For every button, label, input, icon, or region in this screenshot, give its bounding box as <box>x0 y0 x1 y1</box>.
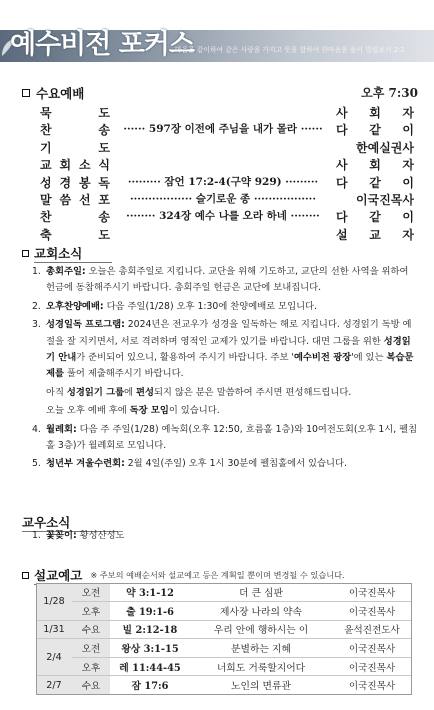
schedule-scripture: 출 19:1-6 <box>126 606 174 618</box>
bulletin-title: 예수비전 포커스 <box>10 29 194 60</box>
bulletin-verse: 마음을 같이하여 같은 사랑을 가지고 뜻을 합하여 한마음을 품어 빌립보서 2:2 <box>175 46 405 54</box>
order-label: 축 도 <box>40 227 110 242</box>
news-item: 4. 월례회: 다음 주 주일(1/28) 예녹회(오후 12:50, 흐름홀 1층)와 10여전도회(오후 1시, 펠침홀 3층)가 월례회로 모입니다. <box>32 423 418 452</box>
order-label: 성 경 봉 독 <box>40 175 110 190</box>
order-row <box>40 139 414 156</box>
schedule-service: 오전 <box>72 639 110 658</box>
order-label: 묵 도 <box>40 106 110 120</box>
news-paragraph: 아직 성경읽기 그룹에 편성되지 않은 분은 말씀하여 주시면 편성해드립니다. <box>46 386 352 398</box>
order-row <box>40 104 414 121</box>
order-label: 찬 송 <box>40 210 110 225</box>
sermon-schedule-table <box>36 583 412 695</box>
schedule-scripture: 잠 17:6 <box>131 681 169 693</box>
order-label: 찬 송 <box>40 123 110 138</box>
members-list <box>32 528 418 546</box>
order-leader: 다 같 이 <box>336 210 414 225</box>
news-item: 3. 성경일독 프로그램: 2024년은 전교우가 성경을 일독하는 해로 지킵니다. 성경읽기 독방 예절을 잘 지키면서, 서로 격려하며 영적인 교제가 있기를 바랍니다. 대면 그룹을 위한 성경읽기 안내가 준비되어 있으니, 활용하여 주시기 바랍니다. 주보 '예수비전 광장'에 있는 복습문제를 풀어 제출해주시기 바랍니다. <box>32 319 414 380</box>
schedule-sermon-title: 제사장 나라의 약속 <box>220 606 302 618</box>
news-list <box>32 264 418 475</box>
worship-heading: 수요예배 <box>22 84 84 102</box>
order-row <box>40 191 414 208</box>
schedule-speaker: 이국진목사 <box>348 681 396 693</box>
order-leader: 설 교 자 <box>336 227 414 242</box>
order-content: ················· 슬기로운 종 ················· <box>130 192 316 205</box>
order-content: ······ 597장 이전에 주님을 내가 몰라 ······ <box>123 123 323 136</box>
schedule-sermon-title: 우리 안에 행하시는 이 <box>213 625 309 637</box>
schedule-date: 1/31 <box>36 620 72 639</box>
schedule-service: 오전 <box>72 583 110 602</box>
worship-time: 오후 7:30 <box>361 86 418 100</box>
order-label: 교 회 소 식 <box>40 158 110 173</box>
header-banner <box>0 0 434 62</box>
schedule-date: 2/7 <box>36 676 72 695</box>
news-item: 5. 청년부 겨울수련회: 2월 4일(주일) 오후 1시 30분에 펠침홀에서 있습니다. <box>32 458 347 470</box>
schedule-scripture: 레 11:44-45 <box>119 662 181 674</box>
schedule-heading: 설교예고 ※ 주보의 예배순서와 설교예고 등은 계획일 뿐이며 변경될 수 있습니다. <box>22 566 345 585</box>
news-item: 1. 총회주일: 오늘은 총회주일로 지킵니다. 교단을 위해 기도하고, 교단의 선한 사역을 위하여 헌금에 동참해주시기 바랍니다. 총회주일 헌금은 교단에 보내집니다. <box>32 266 409 294</box>
order-row <box>40 226 414 243</box>
order-content: ········ 324장 예수 나를 오라 하네 ········ <box>126 210 320 223</box>
schedule-service: 오후 <box>72 602 110 621</box>
schedule-scripture: 왕상 3:1-15 <box>121 644 179 656</box>
schedule-speaker: 이국진목사 <box>348 662 396 674</box>
schedule-service: 수요 <box>72 676 110 695</box>
order-content: ········· 잠언 17:2-4(구약 929) ········· <box>127 175 319 188</box>
schedule-sermon-title: 너희도 거룩할지어다 <box>216 662 306 674</box>
schedule-row <box>36 583 412 602</box>
order-leader: 사 회 자 <box>336 158 414 173</box>
schedule-date: 1/28 <box>36 583 72 620</box>
worship-order <box>40 104 414 243</box>
order-row <box>40 174 414 191</box>
schedule-note: ※ 주보의 예배순서와 설교예고 등은 계획일 뿐이며 변경될 수 있습니다. <box>90 570 345 580</box>
square-bullet-icon <box>22 250 29 257</box>
members-heading: 교우소식 <box>22 513 118 532</box>
schedule-speaker: 이국진목사 <box>348 606 396 618</box>
news-heading: 교회소식 <box>22 244 112 263</box>
schedule-service: 오후 <box>72 657 110 676</box>
schedule-sermon-title: 분별하는 지혜 <box>231 644 291 656</box>
schedule-speaker: 이국진목사 <box>348 644 396 656</box>
order-leader: 다 같 이 <box>336 123 414 138</box>
schedule-speaker: 이국진목사 <box>348 588 396 600</box>
order-leader: 한예실권사 <box>356 140 414 155</box>
order-row <box>40 156 414 173</box>
order-label: 말 씀 선 포 <box>40 192 110 207</box>
schedule-date: 2/4 <box>36 639 72 676</box>
schedule-speaker: 윤석진전도사 <box>344 625 400 637</box>
square-bullet-icon <box>22 89 30 97</box>
order-leader: 다 같 이 <box>336 175 414 190</box>
schedule-row <box>36 602 412 621</box>
order-leader: 사 회 자 <box>336 106 414 120</box>
order-label: 기 도 <box>40 140 110 155</box>
schedule-row <box>36 639 412 658</box>
schedule-scripture: 약 3:1-12 <box>126 588 174 600</box>
schedule-sermon-title: 노인의 면류관 <box>231 681 291 693</box>
schedule-scripture: 빌 2:12-18 <box>122 625 178 637</box>
order-leader: 이국진목사 <box>356 192 414 207</box>
news-item: 2. 오후찬양예배: 다음 주일(1/28) 오후 1:30에 찬양예배로 모입니다. <box>32 300 317 312</box>
schedule-row <box>36 676 412 695</box>
schedule-row <box>36 657 412 676</box>
members-item: 1. 꽃꽂이: 황성산성도 <box>32 530 125 541</box>
order-row <box>40 208 414 225</box>
schedule-service: 수요 <box>72 620 110 639</box>
square-bullet-icon <box>22 572 29 579</box>
news-paragraph: 오늘 오후 예배 후에 독장 모임이 있습니다. <box>46 405 220 417</box>
order-row <box>40 121 414 138</box>
schedule-sermon-title: 더 큰 심판 <box>238 588 284 600</box>
schedule-row <box>36 620 412 639</box>
